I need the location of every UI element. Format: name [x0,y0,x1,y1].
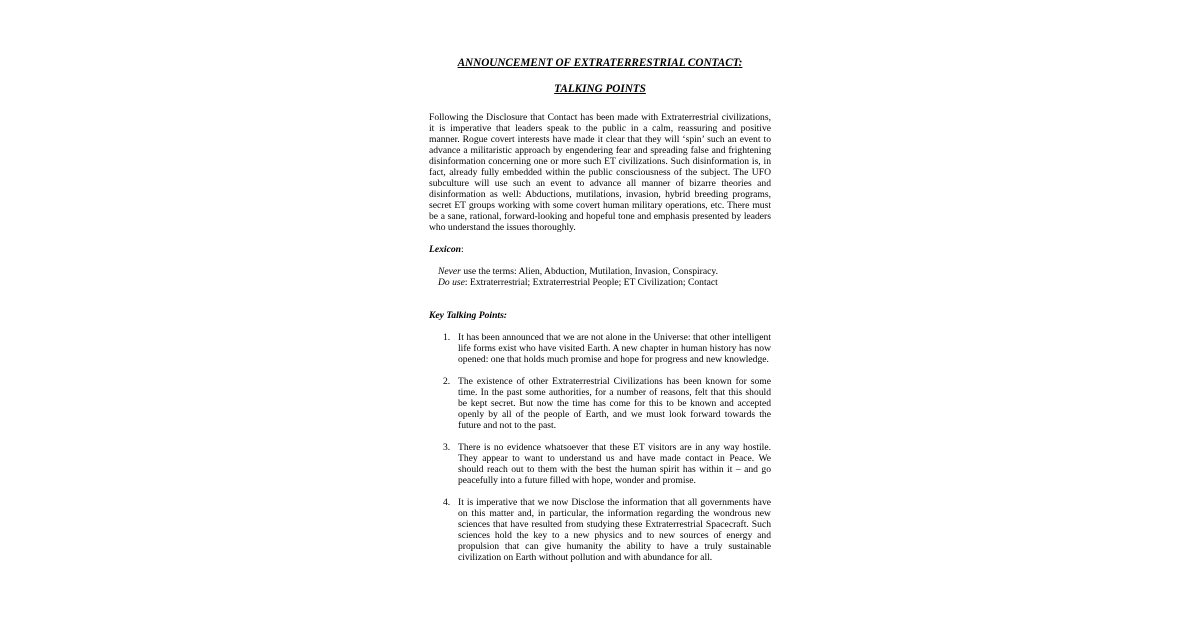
key-point-text: It has been announced that we are not alone in the Universe: that other intelligent life forms exist who have visited Earth. A new chapter in human history has now opened: one that holds much promise and hope for progress and new knowledge. [458,332,771,365]
lexicon-do-line [438,277,771,288]
key-point-item [429,376,771,431]
key-point-item [429,442,771,486]
key-point-item [429,497,771,563]
key-point-item [429,332,771,365]
key-points-list [429,332,771,563]
lexicon-never-text: use the terms: Alien, Abduction, Mutilation, Invasion, Conspiracy. [460,266,718,277]
key-point-number: 2. [443,376,451,387]
key-points-heading: Key Talking Points: [429,310,508,321]
key-point-number: 4. [443,497,451,508]
lexicon-list [438,266,771,288]
lexicon-never-label: Never [438,266,461,277]
key-point-text: There is no evidence whatsoever that these ET visitors are in any way hostile. They appear to want to understand us and have made contact in Peace. We should reach out to them with the best the human spirit has within it – and go peacefully into a future filled with hope, wonder and promise. [458,442,771,486]
lexicon-never-line [438,266,771,277]
key-point-number: 1. [443,332,451,343]
lexicon-do-text: : Extraterrestrial; Extraterrestrial People; ET Civilization; Contact [464,277,718,288]
document-title: ANNOUNCEMENT OF EXTRATERRESTRIAL CONTACT: [457,57,743,69]
key-point-number: 3. [443,442,451,453]
key-point-text: It is imperative that we now Disclose the information that all governments have on this matter and, in particular, the information regarding the wondrous new sciences that have resulted from studying these Extraterrestrial Spacecraft. Such sciences hold the key to a new physics and to new sources of energy and propulsion that can give humanity the ability to have a truly sustainable civilization on Earth without pollution and with abundance for all. [458,497,771,563]
lexicon-heading-label: Lexicon [429,244,461,255]
document-body [429,57,771,574]
lexicon-heading-colon: : [460,244,464,255]
lexicon-do-label: Do use [438,277,465,288]
document-subtitle: TALKING POINTS [554,83,646,95]
lexicon-heading [429,244,771,255]
key-point-text: The existence of other Extraterrestrial Civilizations has been known for some time. In the past some authorities, for a number of reasons, felt that this should be kept secret. But now the time has come for this to be known and accepted openly by all of the people of Earth, and we must look forward towards the future and not to the past. [458,376,771,431]
intro-paragraph: Following the Disclosure that Contact has been made with Extraterrestrial civilizations, it is imperative that leaders speak to the public in a calm, reassuring and positive manner. Rogue covert interests have made it clear that they will ‘spin’ such an event to advance a militaristic approach by engendering fear and spreading false and frightening disinformation concerning one or more such ET civilizations. Such disinformation is, in fact, already fully embedded within the public consciousness of the subject. The UFO subculture will use such an event to advance all manner of bizarre theories and disinformation as well: Abductions, mutilations, invasion, hybrid breeding programs, secret ET groups working with some covert human military operations, etc. There must be a sane, rational, forward-looking and hopeful tone and emphasis presented by leaders who understand the issues thoroughly. [429,112,771,233]
